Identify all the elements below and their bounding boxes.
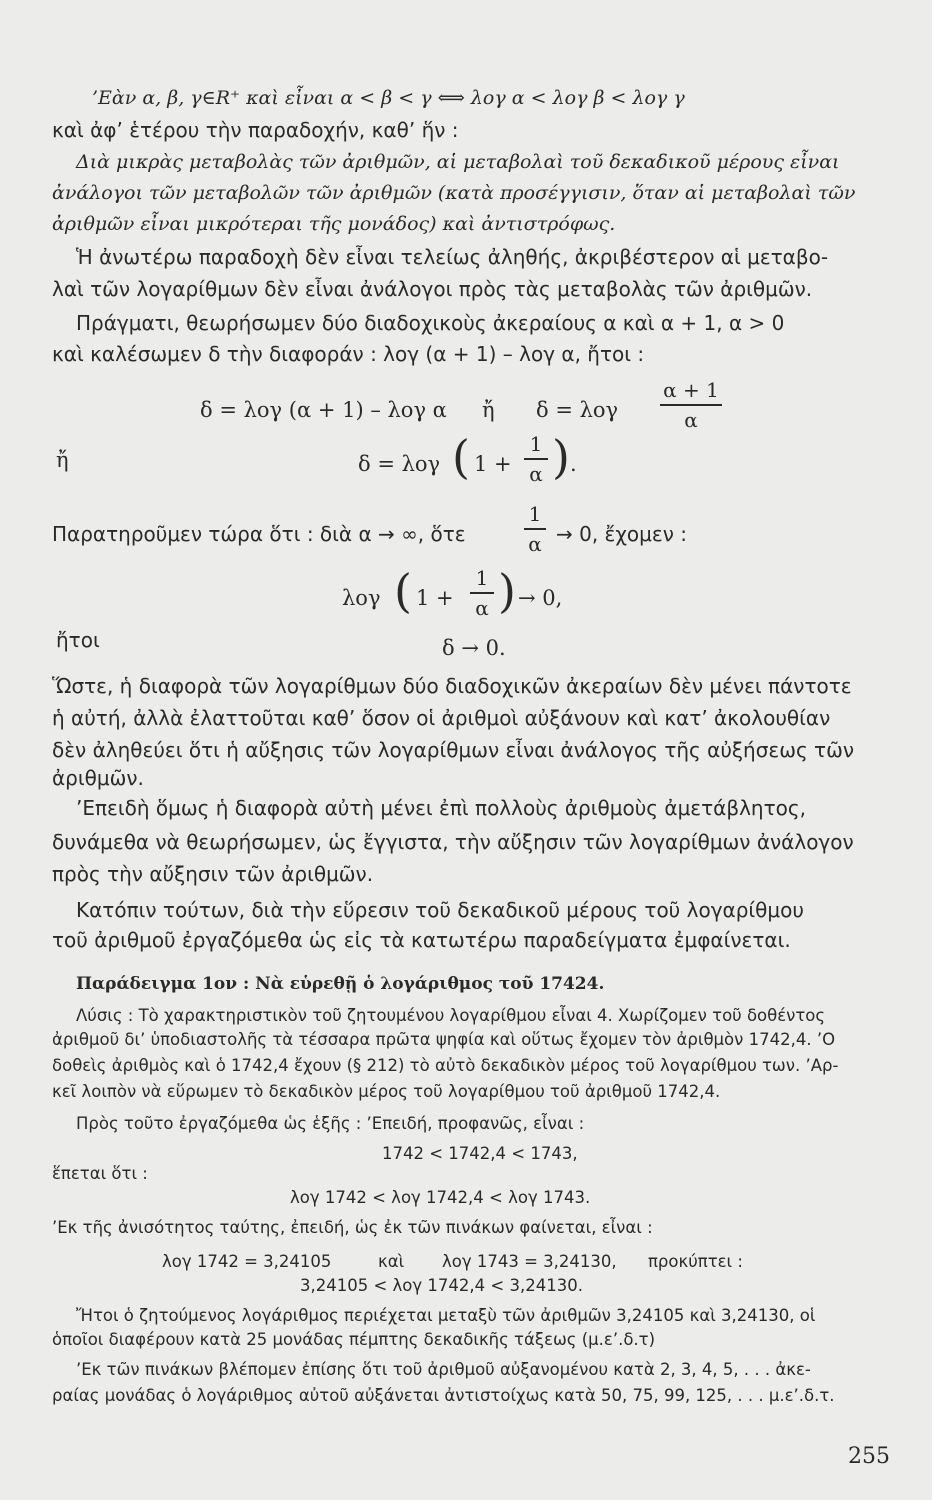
- text-line: ’Εὰν α, β, γ∈R⁺ καὶ εἶναι α < β < γ ⟺ λογ α < λογ β < λογ γ: [92, 87, 685, 109]
- fraction-denominator: α: [475, 596, 489, 620]
- equation-delta-limit: δ → 0.: [442, 636, 506, 660]
- text-line: ἀριθμῶν εἶναι μικρότεραι τῆς μονάδος) καὶ ἀντιστρόφως.: [52, 213, 616, 235]
- fraction-bar: [524, 458, 548, 460]
- text-line: Πρὸς τοῦτο ἐργαζόμεθα ὡς ἑξῆς : ’Επειδή, προφανῶς, εἶναι :: [76, 1114, 585, 1133]
- equation-delta-log-prefix: δ = λογ: [358, 452, 441, 476]
- text-line: ’Επειδὴ ὅμως ἡ διαφορὰ αὐτὴ μένει ἐπὶ πολλοὺς ἀριθμοὺς ἀμετάβλητος,: [76, 796, 806, 820]
- left-parenthesis: (: [394, 564, 412, 618]
- equation-delta-log-prefix: δ = λογ: [536, 398, 619, 422]
- equation-log-prefix: λογ: [342, 586, 381, 610]
- text-line: 3,24105 < λογ 1742,4 < 3,24130.: [300, 1276, 583, 1295]
- text-line: ’Εκ τῆς ἀνισότητος ταύτης, ἐπειδή, ὡς ἐκ τῶν πινάκων φαίνεται, εἶναι :: [52, 1218, 653, 1237]
- fraction-numerator: 1: [529, 432, 543, 456]
- left-parenthesis: (: [452, 430, 470, 484]
- text-line: ἤτοι: [56, 628, 100, 652]
- equation-inner: 1 +: [416, 586, 454, 610]
- fraction-numerator: α + 1: [663, 378, 719, 402]
- fraction-numerator: 1: [475, 566, 489, 590]
- text-line: Κατόπιν τούτων, διὰ τὴν εὕρεσιν τοῦ δεκαδικοῦ μέρους τοῦ λογαρίθμου: [76, 898, 804, 922]
- equation-inner: 1 +: [474, 452, 512, 476]
- fraction-denominator: α: [528, 532, 542, 556]
- text-line: → 0, ἔχομεν :: [556, 522, 687, 546]
- text-line: Ἤτοι ὁ ζητούμενος λογάριθμος περιέχεται μεταξὺ τῶν ἀριθμῶν 3,24105 καὶ 3,24130, οἱ: [76, 1306, 816, 1325]
- text-line: ὁποῖοι διαφέρουν κατὰ 25 μονάδας πέμπτης δεκαδικῆς τάξεως (μ.ε’.δ.τ): [52, 1330, 656, 1349]
- text-line: Ἡ ἀνωτέρω παραδοχὴ δὲν εἶναι τελείως ἀληθής, ἀκριβέστερον αἱ μεταβο-: [76, 245, 829, 269]
- fraction-denominator: α: [529, 462, 543, 486]
- text-line: ἀριθμῶν.: [52, 766, 144, 790]
- text-line: λογ 1742 = 3,24105: [162, 1252, 332, 1271]
- fraction-bar: [660, 404, 722, 406]
- text-line: Λύσις : Τὸ χαρακτηριστικὸν τοῦ ζητουμένου λογαρίθμου εἶναι 4. Χωρίζομεν τοῦ δοθέντος: [76, 1006, 826, 1025]
- text-line: δὲν ἀληθεύει ὅτι ἡ αὔξησις τῶν λογαρίθμων εἶναι ἀνάλογος τῆς αὐξήσεως τῶν: [52, 738, 855, 762]
- text-line: Διὰ μικρὰς μεταβολὰς τῶν ἀριθμῶν, αἱ μεταβολαὶ τοῦ δεκαδικοῦ μέρους εἶναι: [76, 151, 840, 173]
- fraction-bar: [470, 592, 494, 594]
- text-line: 1742 < 1742,4 < 1743,: [382, 1144, 578, 1163]
- text-line: ἀριθμοῦ δι’ ὑποδιαστολῆς τὰ τέσσαρα πρῶτα ψηφία καὶ οὕτως ἔχομεν τὸν ἀριθμὸν 1742,4. ’Ο: [52, 1030, 836, 1049]
- equation-or: ἤ: [56, 448, 69, 472]
- text-line: Παρατηροῦμεν τώρα ὅτι : διὰ α → ∞, ὅτε: [52, 522, 466, 546]
- text-line: ἡ αὐτή, ἀλλὰ ἐλαττοῦται καθ’ ὅσον οἱ ἀριθμοὶ αὐξάνουν καὶ κατ’ ἀκολουθίαν: [52, 706, 831, 730]
- text-line: δοθεὶς ἀριθμὸς καὶ ὁ 1742,4 ἔχουν (§ 212) τὸ αὐτὸ δεκαδικὸν μέρος τοῦ λογαρίθμου των. ’Αρ-: [52, 1056, 839, 1075]
- text-line: Ὥστε, ἡ διαφορὰ τῶν λογαρίθμων δύο διαδοχικῶν ἀκεραίων δὲν μένει πάντοτε: [52, 674, 852, 698]
- fraction-bar: [524, 528, 546, 530]
- text-line: προκύπτει :: [648, 1252, 743, 1271]
- text-line: λαὶ τῶν λογαρίθμων δὲν εἶναι ἀνάλογοι πρὸς τὰς μεταβολὰς τῶν ἀριθμῶν.: [52, 277, 813, 301]
- right-parenthesis: ): [498, 564, 516, 618]
- text-line: καὶ ἀφ’ ἑτέρου τὴν παραδοχήν, καθ’ ἥν :: [52, 118, 459, 142]
- text-line: λογ 1743 = 3,24130,: [442, 1252, 617, 1271]
- example-title: Παράδειγμα 1ον : Νὰ εὑρεθῇ ὁ λογάριθμος τοῦ 17424.: [76, 974, 605, 994]
- text-line: Πράγματι, θεωρήσωμεν δύο διαδοχικοὺς ἀκεραίους α καὶ α + 1, α > 0: [76, 311, 785, 335]
- equation-or: ἤ: [482, 398, 495, 422]
- text-line: καὶ: [378, 1252, 405, 1271]
- right-parenthesis: ): [552, 430, 570, 484]
- text-line: ραίας μονάδας ὁ λογάριθμος αὐτοῦ αὐξάνεται ἀντιστοίχως κατὰ 50, 75, 99, 125, . . . μ.ε’.δ.τ.: [52, 1386, 835, 1405]
- fraction-denominator: α: [684, 408, 698, 432]
- text-line: ’Εκ τῶν πινάκων βλέπομεν ἐπίσης ὅτι τοῦ ἀριθμοῦ αὐξανομένου κατὰ 2, 3, 4, 5, . . . ἀκε-: [76, 1360, 811, 1379]
- text-line: κεῖ λοιπὸν νὰ εὕρωμεν τὸ δεκαδικὸν μέρος τοῦ λογαρίθμου τοῦ ἀριθμοῦ 1742,4.: [52, 1082, 721, 1101]
- equation-period: .: [570, 452, 577, 476]
- fraction-numerator: 1: [528, 502, 542, 526]
- text-line: πρὸς τὴν αὔξησιν τῶν ἀριθμῶν.: [52, 862, 374, 886]
- page-number: 255: [848, 1444, 890, 1469]
- text-line: ἕπεται ὅτι :: [52, 1164, 148, 1183]
- text-line: δυνάμεθα νὰ θεωρήσωμεν, ὡς ἔγγιστα, τὴν αὔξησιν τῶν λογαρίθμων ἀνάλογον: [52, 830, 854, 854]
- equation-tail: → 0,: [518, 586, 563, 610]
- text-line: λογ 1742 < λογ 1742,4 < λογ 1743.: [290, 1188, 591, 1207]
- text-line: ἀνάλογοι τῶν μεταβολῶν τῶν ἀριθμῶν (κατὰ προσέγγισιν, ὅταν αἱ μεταβολαὶ τῶν: [52, 182, 856, 204]
- text-line: τοῦ ἀριθμοῦ ἐργαζόμεθα ὡς εἰς τὰ κατωτέρω παραδείγματα ἐμφαίνεται.: [52, 928, 791, 952]
- equation-delta-difference: δ = λογ (α + 1) – λογ α: [200, 398, 447, 422]
- text-line: καὶ καλέσωμεν δ τὴν διαφοράν : λογ (α + 1) – λογ α, ἤτοι :: [52, 342, 645, 366]
